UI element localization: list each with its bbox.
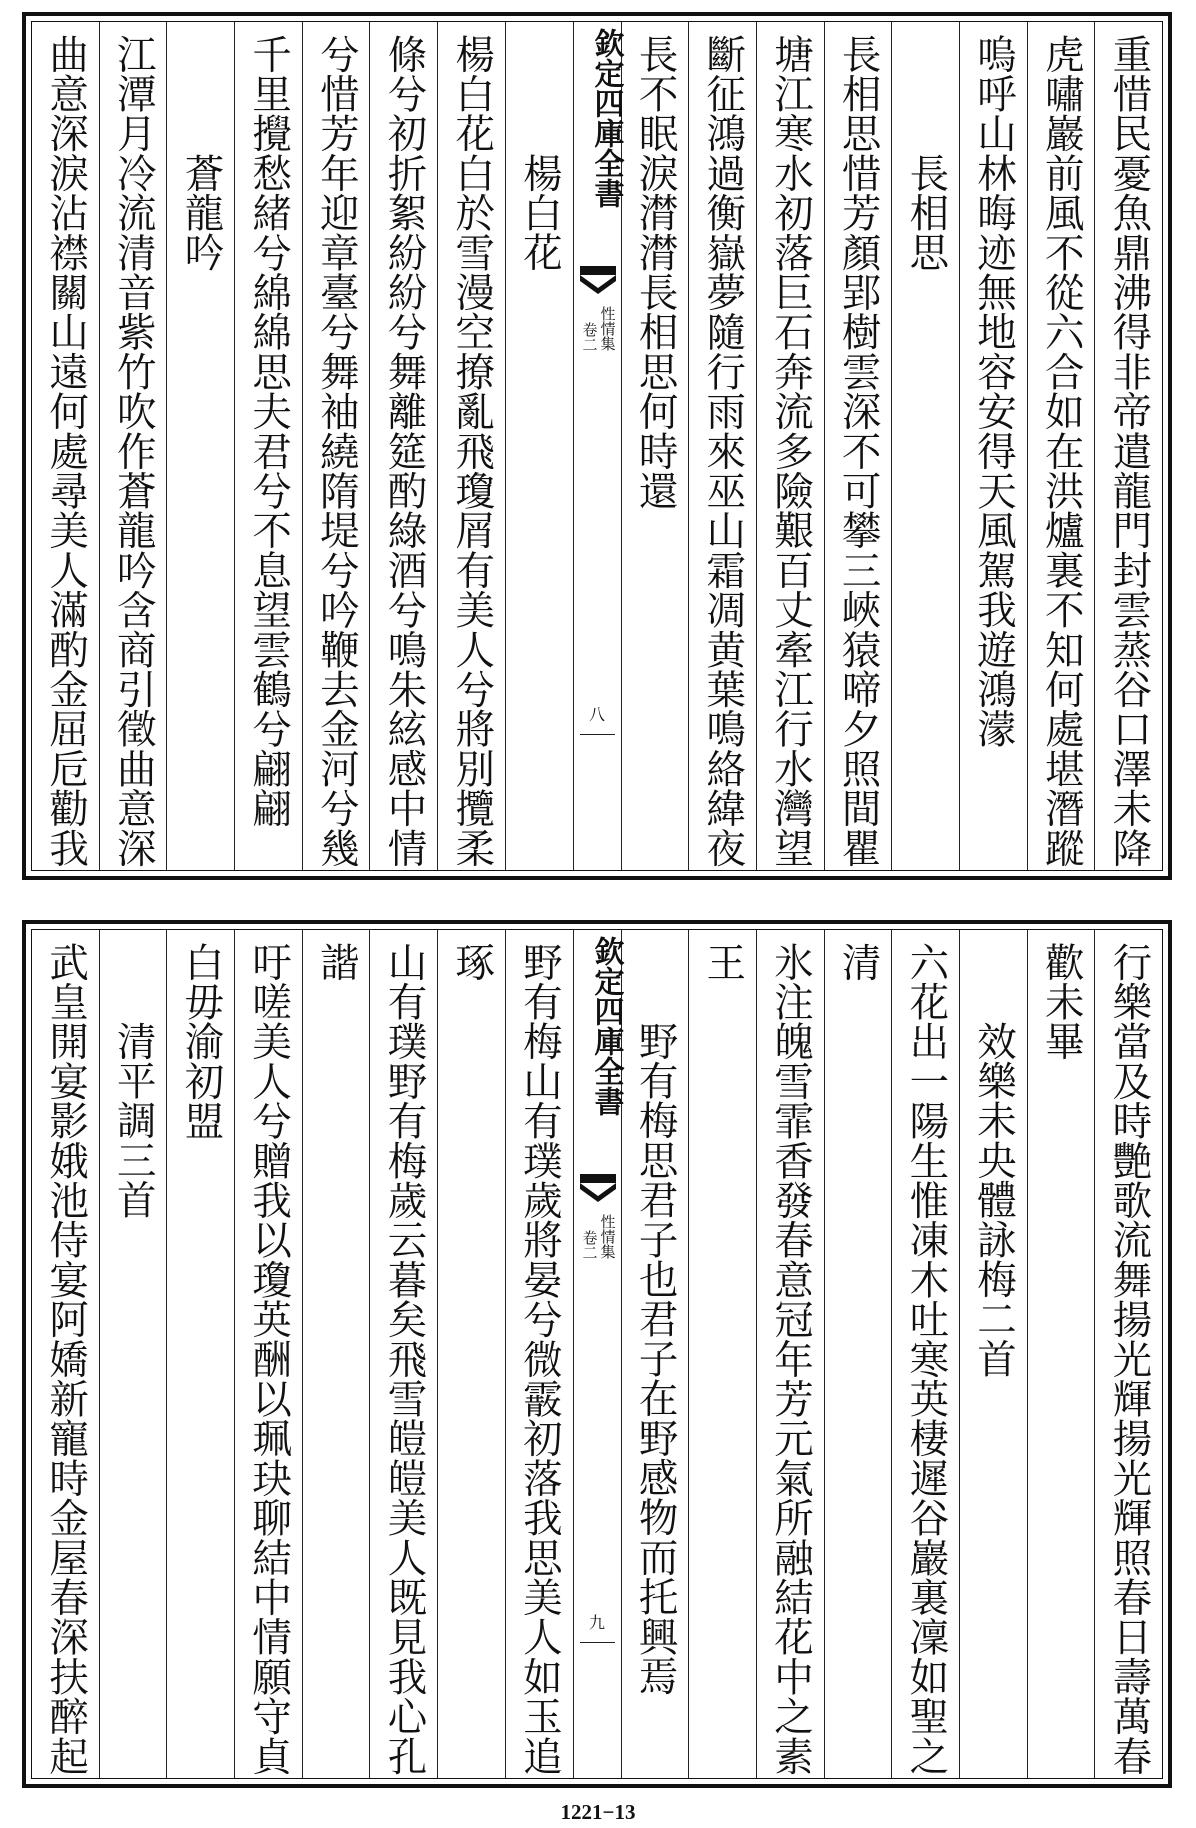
column-text: 楊白花 [516, 152, 563, 272]
gutter-title: 欽定四庫全書 [588, 936, 624, 1116]
text-column [1027, 930, 1095, 1778]
text-column [1094, 930, 1162, 1778]
page-lower-frame [31, 929, 1163, 1779]
text-column [437, 930, 505, 1778]
text-column [234, 22, 302, 870]
column-text: 效樂未央體詠梅二首 [971, 1021, 1018, 1379]
column-text: 楊白花白於雪漫空撩亂飛瓊屑有美人兮將別攬柔 [449, 34, 496, 868]
column-text: 嗚呼山林晦迹無地容安得天風駕我遊鴻濛 [971, 34, 1018, 749]
text-column [437, 22, 505, 870]
column-text: 行樂當及時艷歌流舞揚光輝揚光輝照春日壽萬春 [1106, 942, 1153, 1776]
gutter-title: 欽定四庫全書 [588, 28, 624, 208]
column-text: 清 [835, 942, 882, 982]
text-column [891, 22, 959, 870]
text-column [369, 930, 437, 1778]
center-gutter [573, 930, 624, 1778]
column-text: 野有梅思君子也君子在野感物而托興焉 [632, 1021, 679, 1696]
column-text: 武皇開宴影娥池侍宴阿嬌新寵時金屋春深扶醉起 [43, 942, 90, 1776]
text-column [302, 930, 370, 1778]
text-column [891, 930, 959, 1778]
text-column [99, 22, 167, 870]
text-column [99, 930, 167, 1778]
text-column [505, 930, 573, 1778]
text-column [32, 22, 99, 870]
text-column [234, 930, 302, 1778]
column-text: 兮惜芳年迎章臺兮舞袖繞隋堤兮吟鞭去金河兮幾 [313, 34, 360, 868]
gutter-book-title: 性情集 [598, 1214, 617, 1259]
column-text: 清平調三首 [110, 1021, 157, 1220]
text-column [505, 22, 573, 870]
page-upper-frame [31, 21, 1163, 871]
column-text: 歡未畢 [1038, 942, 1085, 1062]
text-column [166, 930, 234, 1778]
text-column [824, 22, 892, 870]
column-text: 諧 [313, 942, 360, 982]
column-text: 白毋渝初盟 [178, 942, 225, 1141]
gutter-page-number: 八 [588, 705, 605, 724]
text-column [688, 22, 756, 870]
text-column [621, 930, 689, 1778]
gutter-book-title: 性情集 [598, 306, 617, 351]
column-text: 重惜民憂魚鼎沸得非帝遣龍門封雲蒸谷口澤未降 [1106, 34, 1153, 868]
text-column [756, 930, 824, 1778]
column-text: 長不眠淚潸潸長相思何時還 [632, 34, 679, 511]
column-text: 氷注魄雪霏香發春意冠年芳元氣所融結花中之素 [767, 942, 814, 1776]
text-column [369, 22, 437, 870]
column-text: 江潭月冷流清音紫竹吹作蒼龍吟含商引徵曲意深 [110, 34, 157, 868]
gutter-page-number: 九 [588, 1613, 605, 1632]
text-column [959, 930, 1027, 1778]
column-text: 蒼龍吟 [178, 152, 225, 272]
text-column [688, 930, 756, 1778]
columns-upper [32, 22, 1162, 870]
column-text: 野有梅山有璞歲將晏兮微霰初落我思美人如玉追 [516, 942, 563, 1776]
text-column [32, 930, 99, 1778]
page-upper [22, 12, 1172, 880]
fishtail-mark-icon [580, 1174, 616, 1204]
gutter-volume: 卷二 [580, 1230, 599, 1260]
text-column [166, 22, 234, 870]
column-text: 條兮初折絮紛紛兮舞離筵酌綠酒兮鳴朱絃感中情 [381, 34, 428, 868]
text-column [621, 22, 689, 870]
center-gutter [573, 22, 624, 870]
text-column [1094, 22, 1162, 870]
column-text: 千里攪愁緒兮綿綿思夫君兮不息望雲鶴兮翩翩 [246, 34, 293, 828]
column-text: 山有璞野有梅歲云暮矣飛雪皚皚美人既見我心孔 [381, 942, 428, 1776]
column-text: 王 [700, 942, 747, 982]
column-text: 虎嘯巖前風不從六合如在洪爐裏不知何處堪潛蹤 [1038, 34, 1085, 868]
text-column [756, 22, 824, 870]
gutter-rule [580, 734, 615, 735]
gutter-volume: 卷二 [580, 322, 599, 352]
gutter-rule [580, 1642, 615, 1643]
text-column [824, 930, 892, 1778]
column-text: 塘江寒水初落巨石奔流多險艱百丈牽江行水灣望 [767, 34, 814, 868]
text-column [959, 22, 1027, 870]
column-text: 曲意深淚沾襟關山遠何處尋美人滿酌金屈卮勸我 [43, 34, 90, 868]
page-lower [22, 920, 1172, 1788]
column-text: 長相思 [903, 152, 950, 272]
fishtail-mark-icon [580, 266, 616, 296]
column-text: 琢 [449, 942, 496, 982]
column-text: 長相思惜芳顏郢樹雲深不可攀三峽猿啼夕照間瞿 [835, 34, 882, 868]
column-text: 六花出一陽生惟凍木吐寒英棲遲谷巖裏凜如聖之 [903, 942, 950, 1776]
text-column [302, 22, 370, 870]
column-text: 吁嗟美人兮贈我以瓊英酬以珮玦聊結中情願守貞 [246, 942, 293, 1776]
column-text: 斷征鴻過衡嶽夢隨行雨來巫山霜凋黄葉鳴絡緯夜 [700, 34, 747, 868]
footer-page-number: 1221−13 [560, 1800, 636, 1824]
columns-lower [32, 930, 1162, 1778]
text-column [1027, 22, 1095, 870]
